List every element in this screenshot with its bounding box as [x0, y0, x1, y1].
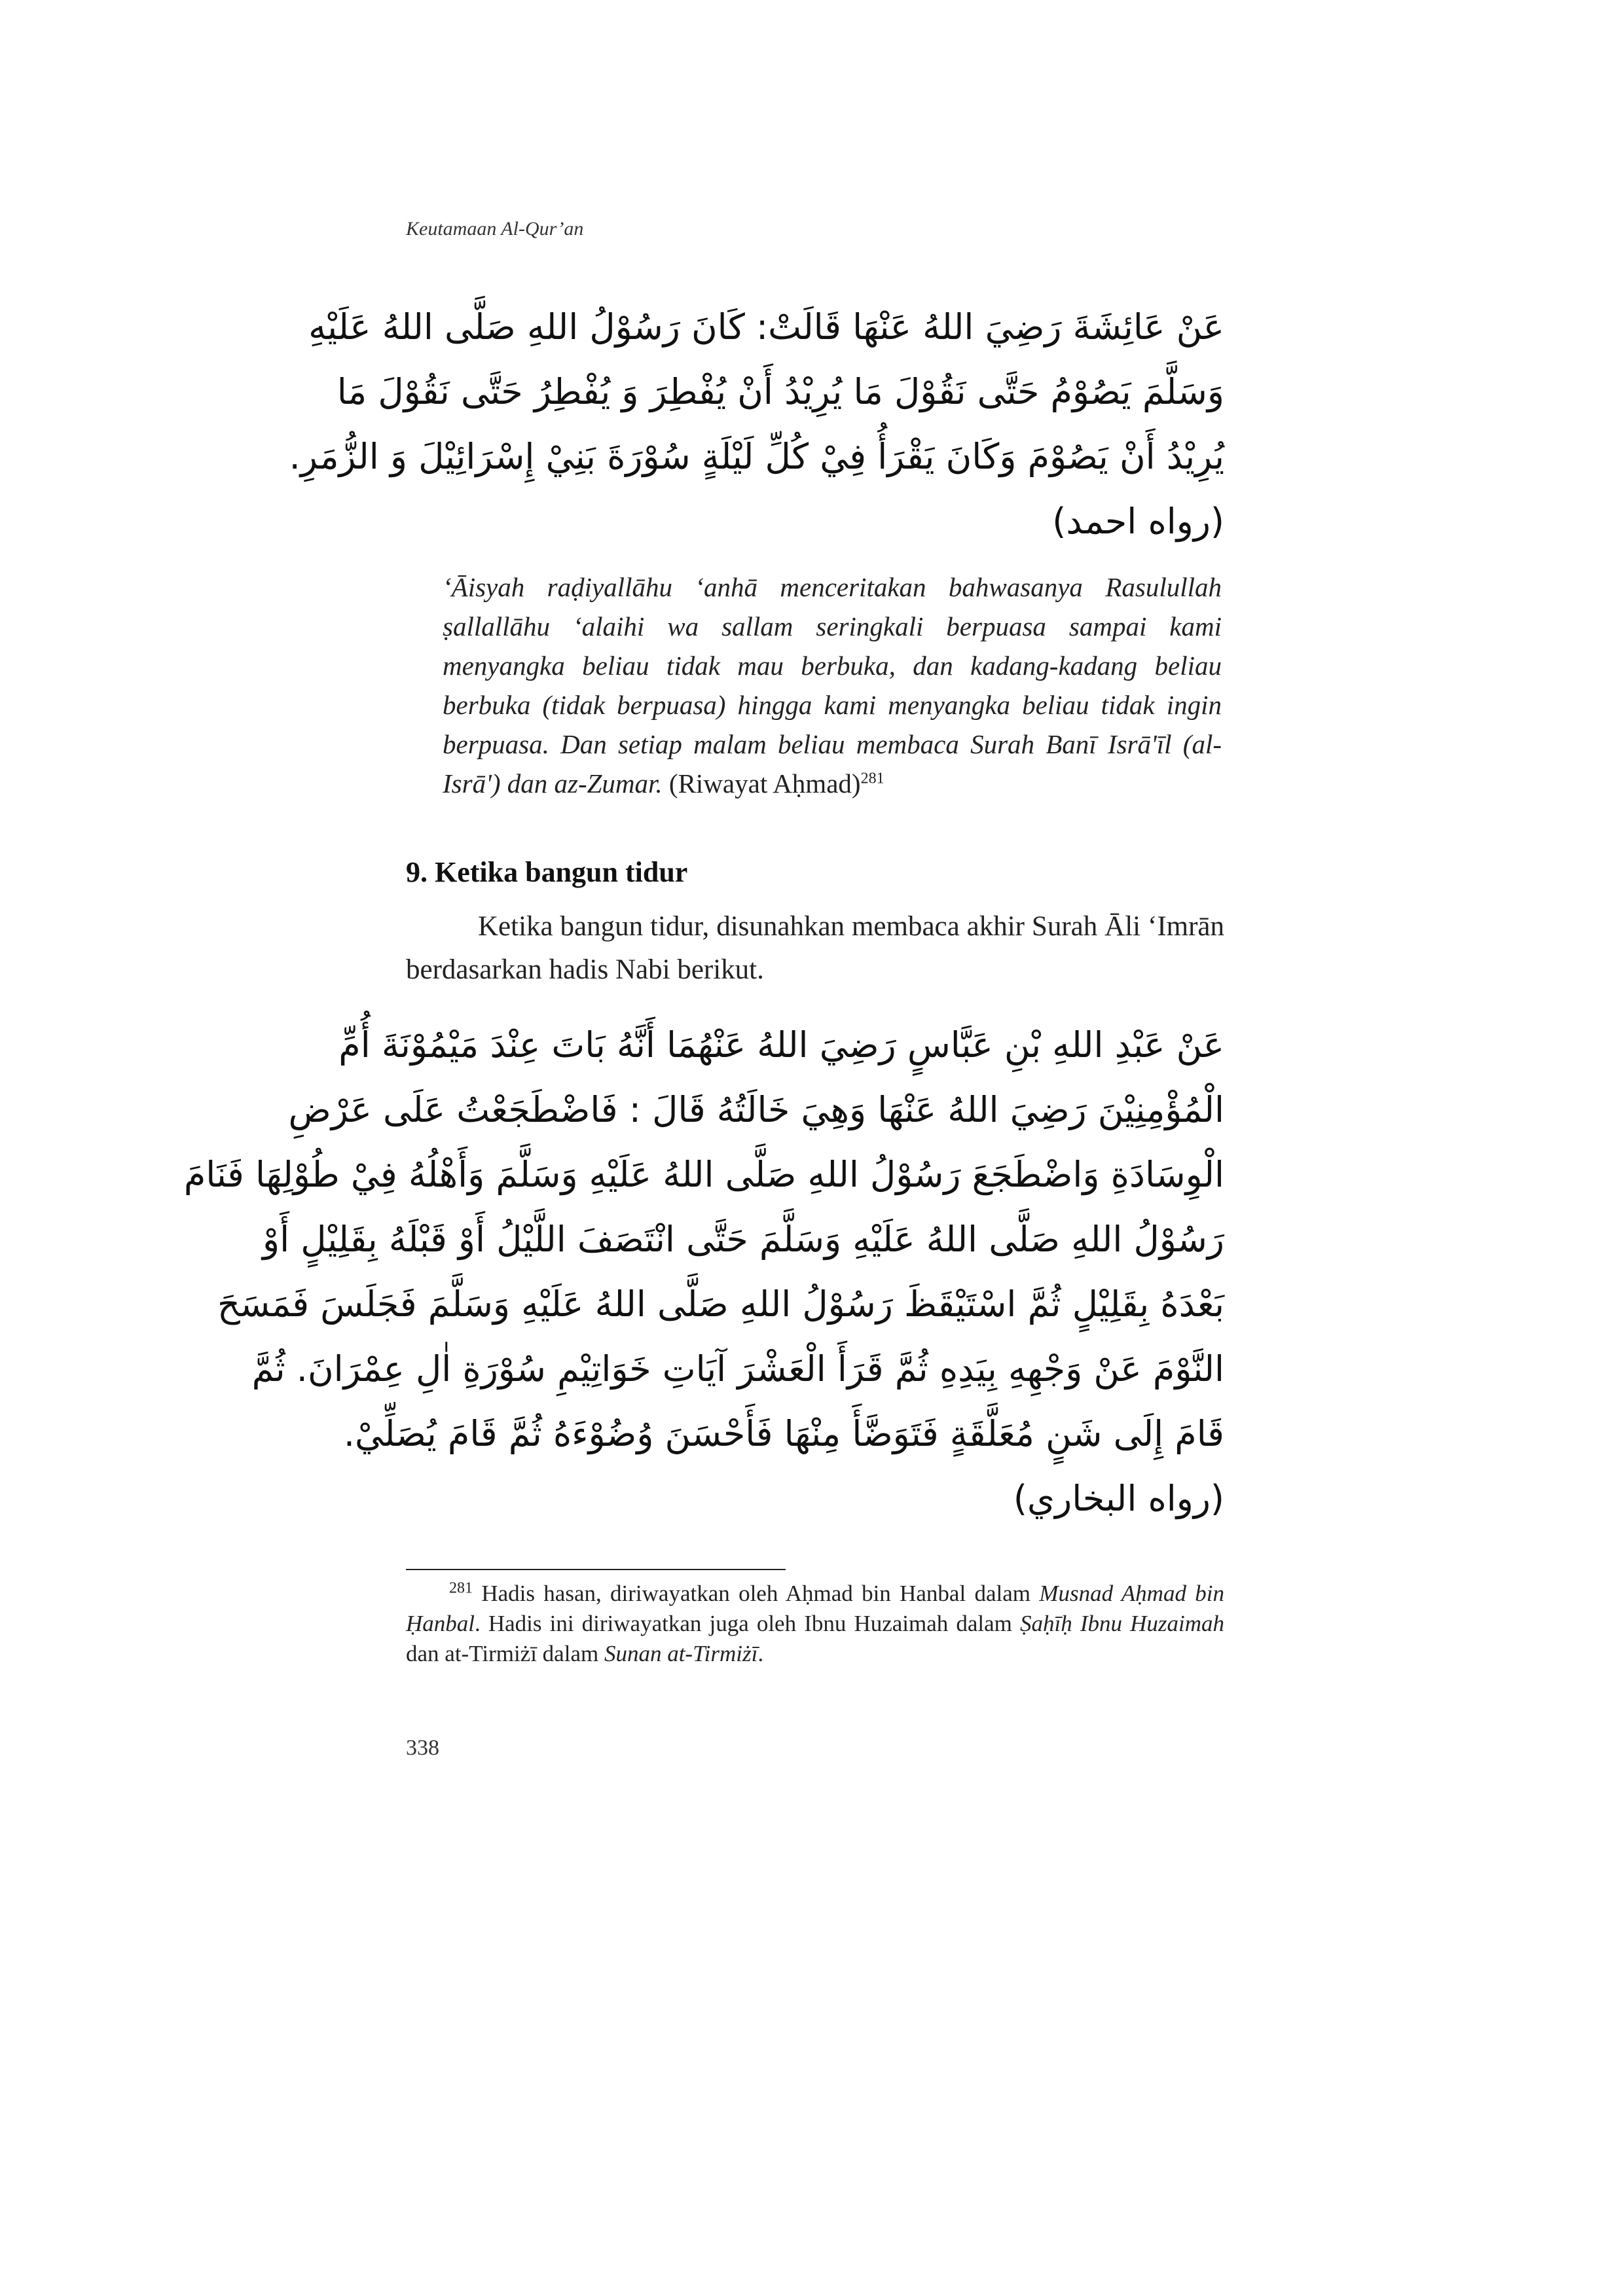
footnote-book-title: Sunan at-Tirmiżī: [604, 1641, 758, 1666]
arabic-line: رَسُوْلُ اللهِ صَلَّى اللهُ عَلَيْهِ وَسَلَّمَ حَتَّى انْتَصَفَ اللَّيْلُ أَوْ قَبْلَهُ بِقَلِيْلٍ أَوْ: [263, 1219, 1224, 1260]
hadith-source: (رواه البخاري): [1013, 1478, 1224, 1519]
footnote-text: Hadis hasan, diriwayatkan oleh Aḥmad bin Hanbal dalam: [481, 1581, 1040, 1606]
arabic-line: وَسَلَّمَ يَصُوْمُ حَتَّى نَقُوْلَ مَا يُرِيْدُ أَنْ يُفْطِرَ وَ يُفْطِرُ حَتَّى نَقُوْلَ مَا: [337, 371, 1224, 412]
footnote-text: . Hadis ini diriwayatkan juga oleh Ibnu Huzaimah dalam: [475, 1611, 1020, 1636]
section-heading: 9. Ketika bangun tidur: [406, 856, 688, 888]
arabic-line: الْمُؤْمِنِيْنَ رَضِيَ اللهُ عَنْهَا وَهِيَ خَالَتُهُ قَالَ : فَاضْطَجَعْتُ عَلَى عَرْضِ: [288, 1089, 1224, 1130]
arabic-line: قَامَ إِلَى شَنٍ مُعَلَّقَةٍ فَتَوَضَّأَ مِنْهَا فَأَحْسَنَ وُضُوْءَهُ ثُمَّ قَامَ يُصَلِّيْ.: [343, 1413, 1224, 1454]
hadith-source: (رواه احمد): [1052, 501, 1224, 542]
arabic-line: عَنْ عَبْدِ اللهِ بْنِ عَبَّاسٍ رَضِيَ اللهُ عَنْهُمَا أَنَّهُ بَاتَ عِنْدَ مَيْمُوْنَةَ أُمِّ: [338, 1024, 1224, 1066]
hadith-arabic-aisyah: [289, 295, 1224, 554]
translation-text: ‘Āisyah raḍiyallāhu ‘anhā menceritakan bahwasanya Rasulullah ṣallallāhu ‘alaihi wa sallam seringkali berpuasa sampai kami menyangka beliau tidak mau berbuka, dan kadang-kadang beliau berbuka (tidak berpuasa) hingga kami menyangka beliau tidak ingin berpuasa. Dan setiap malam beliau membaca Surah Banī Isrā'īl (al-Isrā') dan az-Zumar.: [443, 572, 1222, 798]
footnote-reference[interactable]: 281: [860, 770, 884, 787]
arabic-line: عَنْ عَائِشَةَ رَضِيَ اللهُ عَنْهَا قَالَتْ: كَانَ رَسُوْلُ اللهِ صَلَّى اللهُ عَلَيْهِ: [308, 306, 1224, 348]
footnote-book-title: Musnad Aḥmad bin Ḥanbal: [406, 1581, 1225, 1636]
arabic-line: الْوِسَادَةِ وَاضْطَجَعَ رَسُوْلُ اللهِ صَلَّى اللهُ عَلَيْهِ وَسَلَّمَ وَأَهْلُهُ فِيْ طُوْلِهَا فَنَامَ: [183, 1154, 1224, 1195]
section-paragraph: Ketika bangun tidur, disunahkan membaca akhir Surah Āli ‘Imrān berdasarkan hadis Nabi berikut.: [406, 911, 1224, 985]
footnote-number: 281: [449, 1579, 473, 1597]
arabic-line: بَعْدَهُ بِقَلِيْلٍ ثُمَّ اسْتَيْقَظَ رَسُوْلُ اللهِ صَلَّى اللهُ عَلَيْهِ وَسَلَّمَ فَجَلَسَ فَمَسَحَ: [217, 1283, 1224, 1325]
footnote-text: dan at-Tirmiżī dalam: [406, 1641, 604, 1666]
translation-source: (Riwayat Aḥmad): [668, 768, 861, 798]
arabic-line: النَّوْمَ عَنْ وَجْهِهِ بِيَدِهِ ثُمَّ قَرَأَ الْعَشْرَ آيَاتِ خَوَاتِيْمِ سُوْرَةِ اٰلِ عِمْرَانَ. ثُمَّ: [251, 1348, 1224, 1390]
hadith-arabic-ibnu-abbas: [183, 1013, 1224, 1531]
footnote: [406, 1579, 1224, 1669]
hadith-translation: [443, 567, 1222, 803]
footnote-book-title: Ṣaḥīḥ Ibnu Huzaimah: [1020, 1611, 1224, 1636]
footnote-divider: [406, 1569, 786, 1570]
arabic-line: يُرِيْدُ أَنْ يَصُوْمَ وَكَانَ يَقْرَأُ فِيْ كُلِّ لَيْلَةٍ سُوْرَةَ بَنِيْ إِسْرَائِيْلَ وَ الزُّمَرِ.: [289, 436, 1224, 477]
page-number: 338: [406, 1736, 439, 1760]
running-head: Keutamaan Al-Qur’an: [406, 218, 584, 240]
footnote-text: .: [757, 1641, 764, 1666]
